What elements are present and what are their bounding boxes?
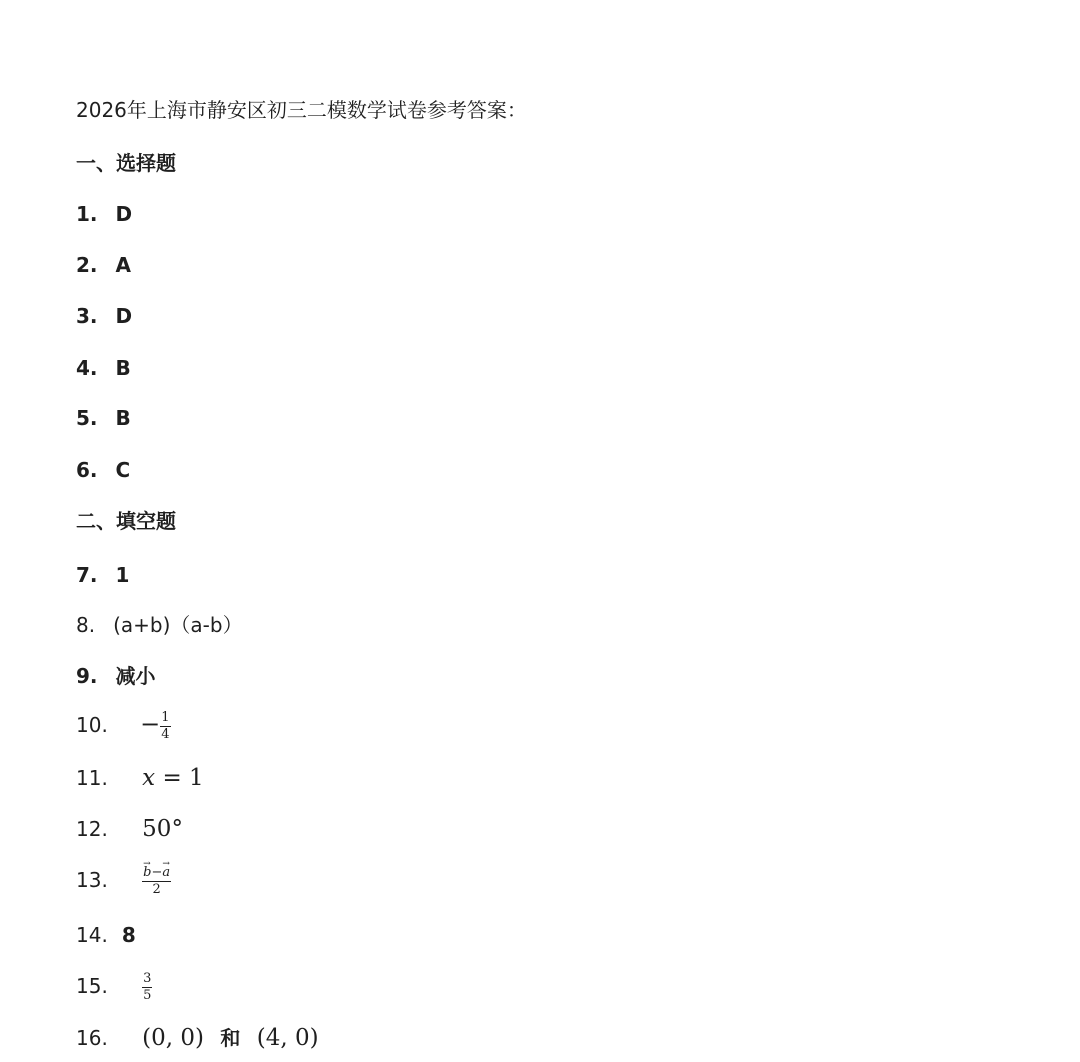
question-number: 11.	[76, 766, 108, 790]
answer-item-7	[76, 561, 129, 589]
variable-x: x	[142, 765, 156, 791]
question-number: 12.	[76, 817, 108, 841]
answer-text: 1	[115, 563, 130, 587]
answer-text: D	[115, 304, 133, 328]
answer-text: B	[115, 406, 131, 430]
answer-item-10	[76, 710, 171, 742]
numerator: 3	[143, 971, 152, 986]
question-number: 3.	[76, 304, 98, 328]
section-heading-multiple-choice: 一、选择题	[76, 151, 176, 175]
vector-b: → b	[143, 866, 151, 880]
answer-item-11	[76, 764, 204, 792]
answer-text: C	[115, 458, 131, 482]
answer-item-3	[76, 302, 132, 330]
answer-item-1	[76, 200, 132, 228]
numerator: → b−→ a	[142, 866, 171, 882]
fraction-three-fifths	[142, 972, 152, 1003]
answer-math-x-equals-one: x = 1	[142, 765, 204, 791]
denominator: 2	[152, 882, 161, 897]
point-four-zero: (4, 0)	[256, 1025, 319, 1051]
question-number: 6.	[76, 458, 98, 482]
answer-text: (a+b)（a-b）	[113, 613, 243, 637]
answer-text: 减小	[115, 664, 156, 688]
answer-math-three-fifths	[142, 972, 152, 1003]
answer-text: A	[115, 253, 131, 277]
question-number: 2.	[76, 253, 98, 277]
question-number: 7.	[76, 563, 98, 587]
answer-item-8	[76, 611, 243, 639]
answer-item-13	[76, 866, 171, 897]
answer-math-fifty-degrees: 50°	[142, 816, 183, 842]
fraction-vector-difference-over-two	[142, 866, 171, 897]
answer-item-2	[76, 251, 131, 279]
answer-item-9	[76, 662, 156, 690]
question-number: 8.	[76, 613, 96, 637]
answer-text: 8	[121, 923, 136, 947]
answer-text: B	[115, 356, 131, 380]
denominator: 4	[161, 727, 170, 742]
answer-item-6	[76, 456, 130, 484]
question-number: 5.	[76, 406, 98, 430]
section-heading-fill-in: 二、填空题	[76, 509, 176, 533]
denominator: 5	[143, 988, 152, 1003]
answer-math-vector-fraction	[142, 866, 171, 897]
answer-item-12	[76, 815, 183, 843]
question-number: 16.	[76, 1026, 108, 1050]
vector-a: → a	[162, 866, 170, 880]
answer-item-5	[76, 404, 131, 432]
answer-text: D	[115, 202, 133, 226]
answer-item-16	[76, 1024, 319, 1052]
numerator: 1	[161, 710, 170, 725]
question-number: 1.	[76, 202, 98, 226]
question-number: 10.	[76, 713, 108, 737]
answer-item-14	[76, 921, 136, 949]
answer-item-4	[76, 354, 131, 382]
question-number: 14.	[76, 923, 108, 947]
point-origin: (0, 0)	[142, 1025, 205, 1051]
answer-math-two-points	[142, 1024, 318, 1052]
answer-item-15	[76, 972, 152, 1003]
fraction-one-quarter	[160, 711, 170, 742]
conjunction-he: 和	[220, 1026, 241, 1050]
question-number: 13.	[76, 868, 108, 892]
question-number: 9.	[76, 664, 98, 688]
minus-sign: −	[140, 710, 161, 738]
question-number: 15.	[76, 974, 108, 998]
answer-math-negative-quarter	[140, 710, 170, 742]
page-title: 2026年上海市静安区初三二模数学试卷参考答案：	[76, 98, 527, 122]
question-number: 4.	[76, 356, 98, 380]
